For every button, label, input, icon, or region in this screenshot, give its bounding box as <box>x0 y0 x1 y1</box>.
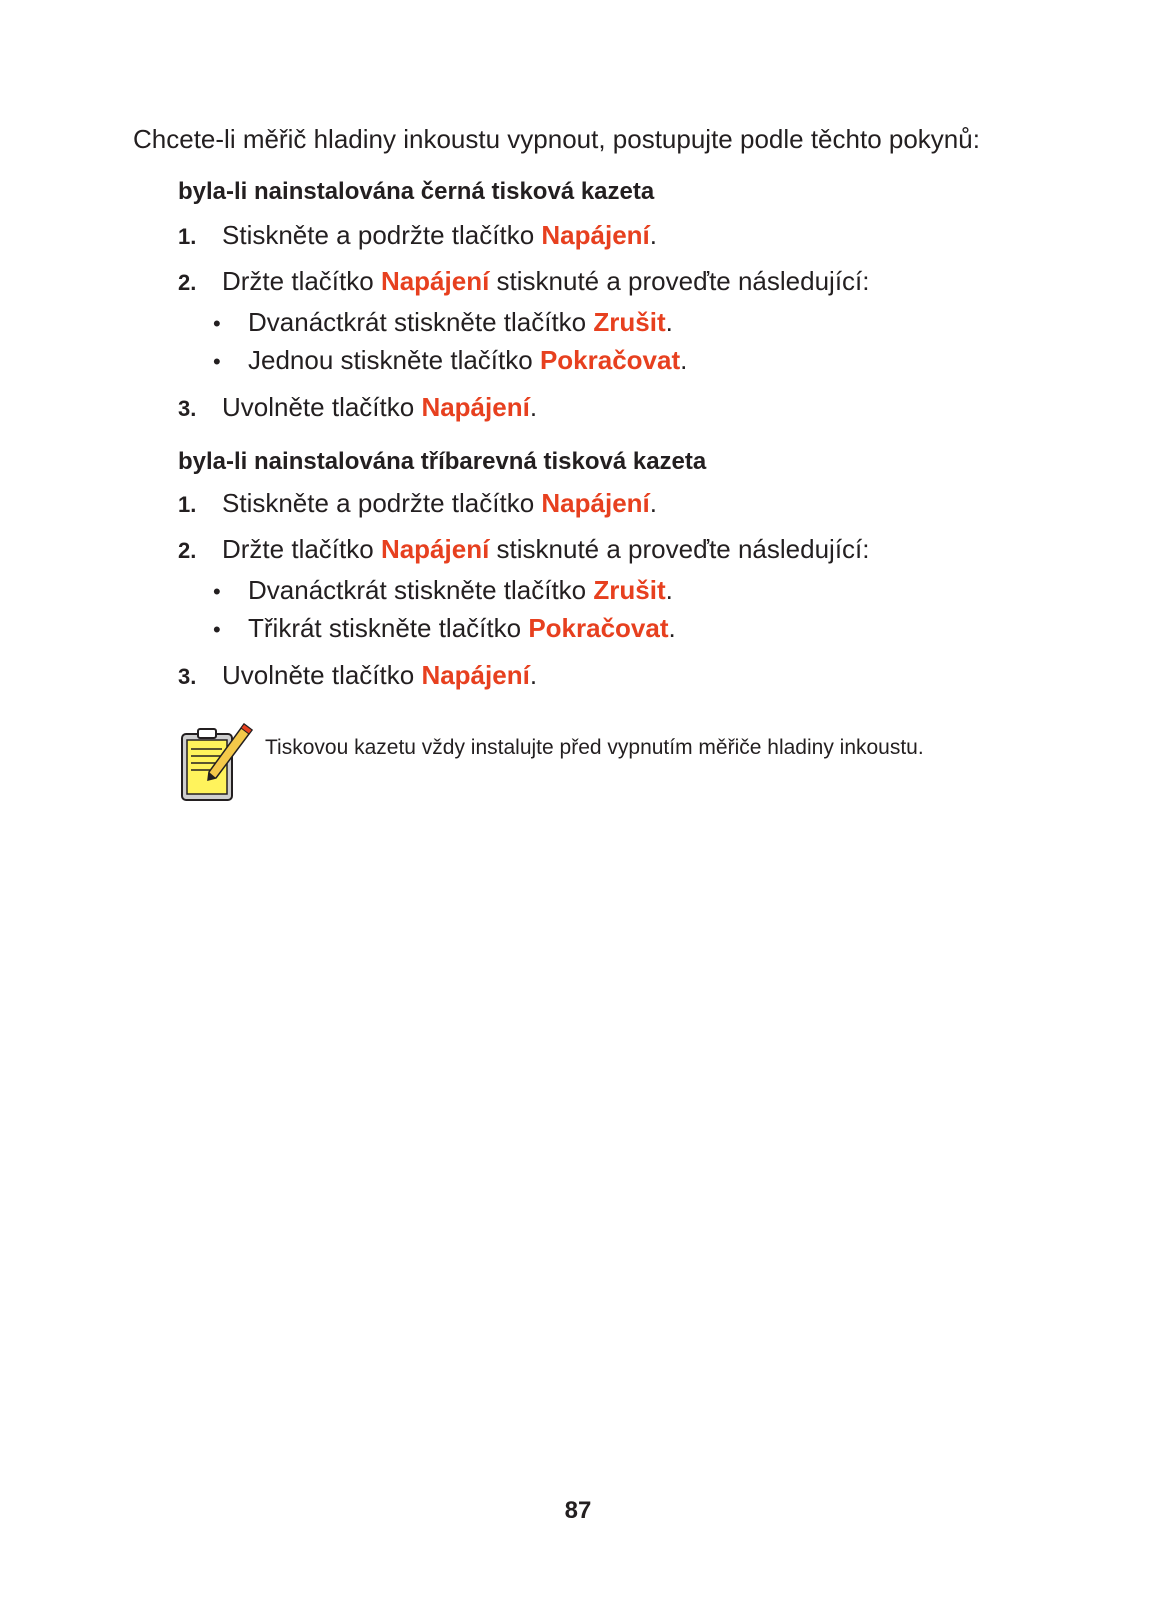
step-text-end: . <box>649 220 657 250</box>
button-name: Napájení <box>421 660 530 690</box>
bullet-text: Třikrát stiskněte tlačítko <box>248 613 529 643</box>
step-number: 3. <box>178 396 197 421</box>
bullet-item <box>213 345 687 376</box>
step-text: Stiskněte a podržte tlačítko <box>222 220 542 250</box>
step-number: 1. <box>178 224 197 249</box>
bullet-text-end: . <box>668 613 676 643</box>
step-text: Držte tlačítko <box>222 534 381 564</box>
button-name: Napájení <box>421 392 530 422</box>
button-name: Pokračovat <box>528 613 669 643</box>
button-name: Napájení <box>541 220 650 250</box>
bullet-icon: • <box>213 349 221 374</box>
section-heading-tricolor: byla-li nainstalována tříbarevná tisková kazeta <box>178 448 707 475</box>
bullet-item <box>213 307 673 338</box>
bullet-text-end: . <box>665 575 673 605</box>
page-number: 87 <box>564 1497 592 1524</box>
step-text: Uvolněte tlačítko <box>222 392 422 422</box>
step-1 <box>178 220 657 251</box>
step-text-end: stisknuté a proveďte následující: <box>489 266 870 296</box>
button-name: Zrušit <box>593 575 666 605</box>
step-number: 2. <box>178 270 197 295</box>
step-text: Stiskněte a podržte tlačítko <box>222 488 542 518</box>
bullet-text: Jednou stiskněte tlačítko <box>248 345 540 375</box>
step-text-end: stisknuté a proveďte následující: <box>489 534 870 564</box>
button-name: Zrušit <box>593 307 666 337</box>
step-number: 3. <box>178 664 197 689</box>
button-name: Napájení <box>380 266 490 296</box>
bullet-text: Dvanáctkrát stiskněte tlačítko <box>248 307 594 337</box>
step-text-end: . <box>529 660 538 690</box>
bullet-icon: • <box>213 617 221 642</box>
bullet-text: Dvanáctkrát stiskněte tlačítko <box>248 575 594 605</box>
step-number: 2. <box>178 538 197 563</box>
intro-text: Chcete-li měřič hladiny inkoustu vypnout, postupujte podle těchto pokynů: <box>133 124 980 154</box>
step-number: 1. <box>178 492 197 517</box>
step-text-end: . <box>529 392 538 422</box>
button-name: Napájení <box>380 534 490 564</box>
step-2 <box>178 534 870 565</box>
note-text: Tiskovou kazetu vždy instalujte před vypnutím měřiče hladiny inkoustu. <box>265 736 924 759</box>
step-3 <box>178 392 537 423</box>
step-text: Držte tlačítko <box>222 266 381 296</box>
step-2 <box>178 266 870 297</box>
step-1 <box>178 488 657 519</box>
bullet-item <box>213 575 673 606</box>
bullet-text-end: . <box>680 345 688 375</box>
note-pad-pencil-icon <box>178 722 256 804</box>
step-3 <box>178 660 537 691</box>
step-text-end: . <box>649 488 657 518</box>
bullet-item <box>213 613 676 644</box>
bullet-icon: • <box>213 311 221 336</box>
button-name: Napájení <box>541 488 650 518</box>
button-name: Pokračovat <box>539 345 681 375</box>
bullet-icon: • <box>213 579 221 604</box>
section-heading-black: byla-li nainstalována černá tisková kazeta <box>178 178 655 205</box>
step-text: Uvolněte tlačítko <box>222 660 422 690</box>
bullet-text-end: . <box>665 307 673 337</box>
